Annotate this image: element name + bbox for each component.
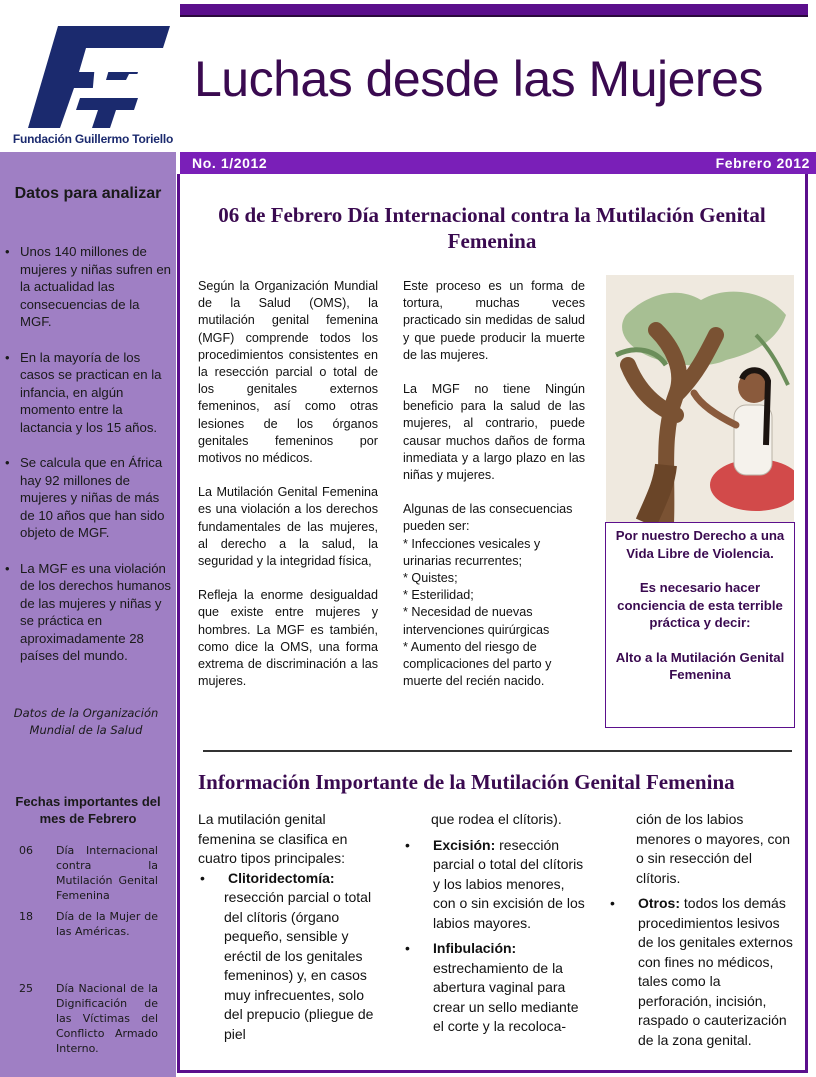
consequence-item: * Esterilidad;: [403, 588, 474, 603]
date-text: Día Nacional de la Dignificación de las Víctimas del Conflicto Armado Interno.: [56, 982, 158, 1055]
date-day: 18: [19, 910, 33, 923]
paragraph: Según la Organización Mundial de la Salud (OMS), la mutilación genital femenina (MGF) comprende todos los procedimientos consistentes en la resección parcial o total de los genitales externos femeninos, así como otras lesiones de los órganos genitales femeninos por motivos no médicos.: [198, 279, 378, 466]
sidebar-heading: Datos para analizar: [14, 185, 162, 202]
issue-date: Febrero 2012: [715, 155, 810, 171]
sidebar: [0, 0, 176, 1077]
consequence-item: * Necesidad de nuevas intervenciones quirúrgicas: [403, 605, 550, 637]
type-desc: resección parcial o total del clítoris (órgano pequeño, sensible y eréctil de los genitales femeninos) y, en casos muy infrecuentes, solo del prepucio (pliegue de piel: [224, 889, 374, 1042]
type-desc-continued: que rodea el clítoris).: [431, 811, 562, 827]
date-text: Día Internacional contra la Mutilación Genital Femenina: [56, 844, 158, 902]
top-rule: [180, 4, 808, 15]
type-item: [198, 869, 378, 889]
logo-area: [0, 0, 176, 152]
callout-line: Por nuestro Derecho a una Vida Libre de Violencia.: [615, 528, 785, 561]
data-credit: Datos de la Organización Mundial de la Salud: [13, 706, 159, 737]
type-desc: estrechamiento de la abertura vaginal para crear un sello mediante el corte y la recoloca-: [433, 959, 579, 1034]
date-day: 06: [19, 844, 33, 857]
type-desc: todos los demás procedimientos lesivos de los genitales externos con fines no médicos, tales como la perforación, incisión, raspado o cauterización de la zona genital.: [638, 895, 793, 1048]
article-column-2: [403, 278, 585, 690]
org-name: Fundación Guillermo Toriello: [12, 132, 174, 146]
date-item: [0, 843, 176, 909]
consequences-intro: Algunas de las consecuencias pueden ser:: [403, 502, 573, 534]
type-item: [608, 894, 798, 1050]
paragraph: La Mutilación Genital Femenina es una violación a los derechos fundamentales de las mujeres, al derecho a la salud, la seguridad y la integridad física,: [198, 485, 378, 569]
dates-heading: Fechas importantes del mes de Febrero: [15, 794, 161, 826]
callout-line: Alto a la Mutilación Genital Femenina: [615, 649, 785, 682]
type-item: [403, 939, 585, 1037]
date-text: Día de la Mujer de las Américas.: [56, 910, 158, 938]
type-item: [403, 836, 585, 934]
paragraph: La MGF no tiene Ningún beneficio para la salud de las mujeres, al contrario, puede causar muchos daños de forma inmediata y a largo plazo en las niñas y mujeres.: [403, 382, 585, 483]
issue-number: No. 1/2012: [192, 155, 268, 171]
woman-tree-illustration-icon: [606, 275, 794, 523]
callout-line: Es necesario hacer conciencia de esta terrible práctica y decir:: [617, 580, 783, 630]
fgt-logo-icon: [0, 0, 176, 132]
info-intro: La mutilación genital femenina se clasifica en cuatro tipos principales:: [198, 811, 348, 866]
illustration-woman-tree: [606, 275, 794, 523]
consequence-item: * Infecciones vesicales y urinarias recurrentes;: [403, 536, 541, 568]
masthead-title: Luchas desde las Mujeres: [194, 51, 763, 107]
paragraph: Este proceso es un forma de tortura, muchas veces practicado sin medidas de salud y que puede producir la muerte de las mujeres.: [403, 279, 585, 362]
type-desc: resección parcial o total del clítoris y los labios menores, con o sin excisión de los labios mayores.: [433, 836, 585, 931]
info-column-2: [403, 810, 585, 1037]
top-rule-shadow: [180, 15, 808, 17]
facts-list: [0, 243, 172, 683]
type-term: Clitoridectomía:: [228, 869, 335, 886]
article-title: 06 de Febrero Día Internacional contra la Mutilación Genital Femenina: [218, 203, 766, 253]
type-term: Infibulación:: [433, 940, 517, 956]
info-column-1: [198, 810, 378, 1044]
fact-item: • Se calcula que en África hay 92 millones de mujeres y niñas de más de 10 años que han sido objeto de MGF.: [0, 454, 172, 542]
issue-bar: [180, 152, 816, 174]
fact-item: • En la mayoría de los casos se practican en la infancia, en algún momento entre la lactancia y los 15 años.: [0, 349, 172, 437]
info-section-title: Información Importante de la Mutilación Genital Femenina: [198, 770, 735, 794]
type-desc-continued: ción de los labios menores o mayores, con o sin resección del clítoris.: [636, 811, 791, 886]
fact-item: • La MGF es una violación de los derechos humanos de las mujeres y niñas y se práctica en aproximadamente 28 países del mundo.: [0, 560, 172, 665]
article-column-1: [198, 278, 378, 707]
consequence-item: * Aumento del riesgo de complicaciones del parto y muerte del recién nacido.: [403, 639, 552, 689]
paragraph: Refleja la enorme desigualdad que existe entre mujeres y hombres. La MGF es también, como dice la OMS, una forma extrema de discriminación a las mujeres.: [198, 588, 378, 689]
date-day: 25: [19, 982, 33, 995]
fact-item: • Unos 140 millones de mujeres y niñas sufren en la actualidad las consecuencias de la MGF.: [0, 243, 172, 331]
consequence-item: * Quistes;: [403, 571, 458, 586]
type-term: Excisión:: [433, 836, 496, 853]
section-divider: [203, 750, 792, 752]
info-column-3: [608, 810, 798, 1050]
callout-box: [605, 522, 795, 728]
dates-list: [0, 843, 176, 1055]
date-item: [0, 909, 176, 981]
type-term: Otros:: [638, 895, 680, 911]
